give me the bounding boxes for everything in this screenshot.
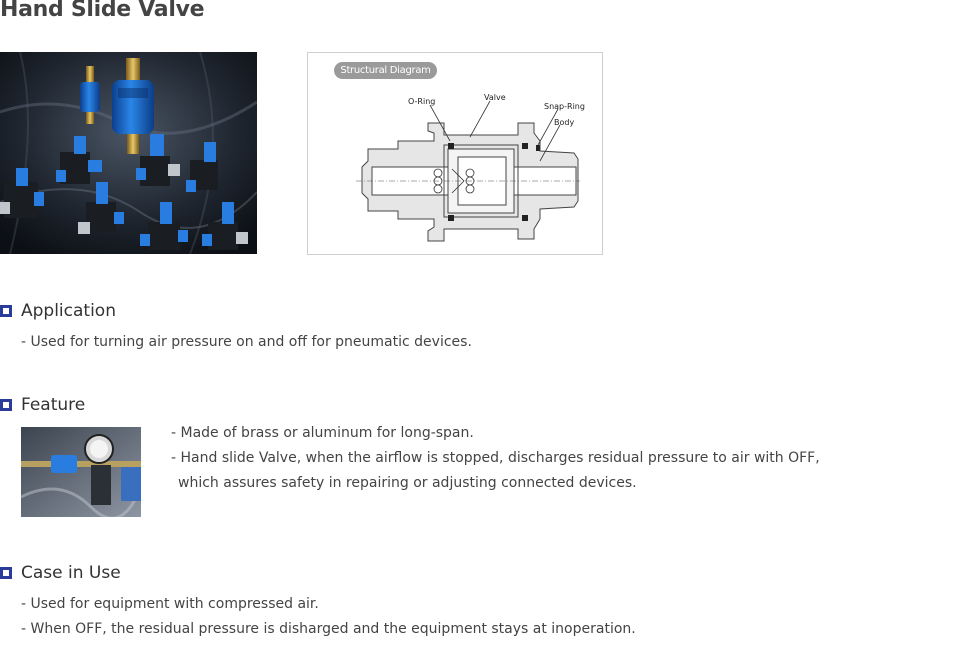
label-o-ring: O-Ring bbox=[408, 97, 436, 106]
label-body: Body bbox=[554, 118, 575, 127]
section-case-in-use bbox=[0, 562, 121, 584]
feature-line-3: which assures safety in repairing or adjusting connected devices. bbox=[178, 475, 637, 491]
case-in-use-heading: Case in Use bbox=[21, 563, 121, 583]
square-bullet-icon bbox=[0, 567, 12, 579]
section-feature bbox=[0, 394, 85, 416]
label-valve: Valve bbox=[484, 93, 506, 102]
application-line-1: - Used for turning air pressure on and off for pneumatic devices. bbox=[21, 334, 472, 350]
case-line-2: - When OFF, the residual pressure is disharged and the equipment stays at inoperation. bbox=[21, 621, 636, 637]
case-line-1: - Used for equipment with compressed air. bbox=[21, 596, 319, 612]
feature-photo bbox=[21, 427, 141, 517]
feature-line-2: - Hand slide Valve, when the airflow is stopped, discharges residual pressure to air with OFF, bbox=[171, 450, 820, 466]
page-title: Hand Slide Valve bbox=[0, 0, 205, 22]
diagram-badge: Structural Diagram bbox=[334, 62, 437, 79]
section-application bbox=[0, 300, 116, 322]
feature-heading: Feature bbox=[21, 395, 86, 415]
square-bullet-icon bbox=[0, 305, 12, 317]
product-photo bbox=[0, 52, 257, 254]
label-snap-ring: Snap-Ring bbox=[544, 102, 585, 111]
structural-diagram bbox=[307, 52, 603, 255]
application-heading: Application bbox=[21, 301, 116, 321]
square-bullet-icon bbox=[0, 399, 12, 411]
feature-line-1: - Made of brass or aluminum for long-span. bbox=[171, 425, 474, 441]
